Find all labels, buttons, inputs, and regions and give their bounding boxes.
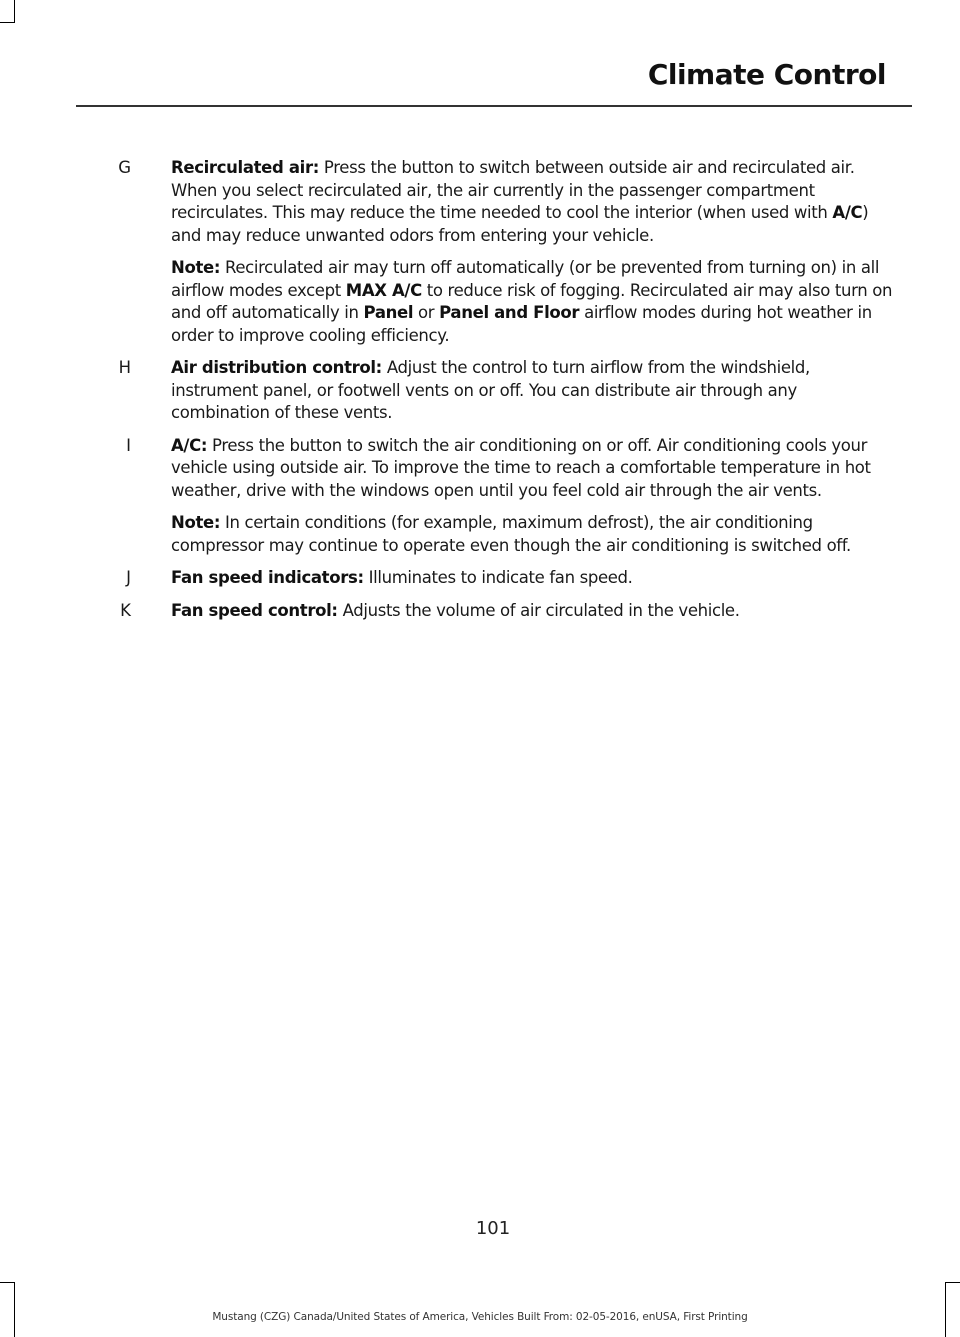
list-item <box>0 567 960 590</box>
crop-mark-bottom-right-horizontal <box>945 1282 960 1283</box>
text-run: Press the button to switch the air conditioning on or off. Air conditioning cools your vehicle using outside air. To improve the time to reach a comfortable temperature in hot weather, drive with the windows open until you feel cold air through the air vents. <box>171 435 871 500</box>
text-run: or <box>413 303 440 322</box>
crop-mark-bottom-left-vertical <box>14 1282 15 1337</box>
list-item <box>0 600 960 623</box>
title-divider <box>76 105 912 107</box>
crop-mark-bottom-right-vertical <box>945 1282 946 1337</box>
bold-term: A/C: <box>171 435 208 455</box>
item-list <box>0 157 960 632</box>
bold-term: Fan speed control: <box>171 600 338 620</box>
bold-term: Air distribution control: <box>171 358 382 377</box>
crop-mark-bottom-left-horizontal <box>0 1282 15 1283</box>
text-run: Press the button to switch between outside air and recirculated air. When you select recirculated air, the air currently in the passenger compartment recirculates. This may reduce the time needed to cool the interior (when used with <box>171 158 855 222</box>
text-run: Adjusts the volume of air circulated in the vehicle. <box>337 600 740 620</box>
item-letter: J <box>126 568 131 587</box>
item-paragraph <box>171 257 898 347</box>
footer-text: Mustang (CZG) Canada/United States of America, Vehicles Built From: 02-05-2016, enUSA, First Printing <box>212 1311 748 1323</box>
bold-term: Recirculated air: <box>171 158 319 177</box>
bold-term: Note: <box>171 513 221 532</box>
item-paragraph <box>171 157 898 247</box>
bold-term: MAX A/C <box>345 280 422 300</box>
bold-term: A/C <box>832 203 863 222</box>
bold-term: Panel and Floor <box>439 303 580 322</box>
text-run: In certain conditions (for example, maximum defrost), the air conditioning compressor may continue to operate even though the air conditioning is switched off. <box>171 513 851 555</box>
crop-mark-top-left-horizontal <box>0 22 15 23</box>
page-number: 101 <box>475 1218 511 1239</box>
item-paragraph <box>171 435 898 503</box>
item-paragraph <box>171 567 898 590</box>
text-run: Recirculated air may turn off automatically (or be prevented from turning on) in all airflow modes except <box>171 258 880 300</box>
item-letter: I <box>126 435 131 455</box>
text-run: ) and may reduce unwanted odors from entering your vehicle. <box>171 203 869 245</box>
text-run: airflow modes during hot weather in order to improve cooling efficiency. <box>171 303 872 345</box>
crop-mark-top-left-vertical <box>14 0 15 22</box>
page-title: Climate Control <box>647 58 886 91</box>
item-paragraph <box>171 600 898 623</box>
bold-term: Panel <box>363 303 414 322</box>
item-letter: K <box>120 600 131 620</box>
bold-term: Note: <box>171 258 221 277</box>
text-run: Adjust the control to turn airflow from the windshield, instrument panel, or footwell vents on or off. You can distribute air through any combination of these vents. <box>171 358 810 422</box>
list-item <box>0 435 960 558</box>
item-paragraph <box>171 512 898 557</box>
item-letter: H <box>118 358 131 377</box>
bold-term: Fan speed indicators: <box>171 568 364 587</box>
item-letter: G <box>118 158 131 177</box>
text-run: Illuminates to indicate fan speed. <box>363 568 633 587</box>
text-run: to reduce risk of fogging. Recirculated air may also turn on and off automatically in <box>171 280 893 322</box>
item-paragraph <box>171 357 898 425</box>
list-item <box>0 157 960 347</box>
list-item <box>0 357 960 425</box>
